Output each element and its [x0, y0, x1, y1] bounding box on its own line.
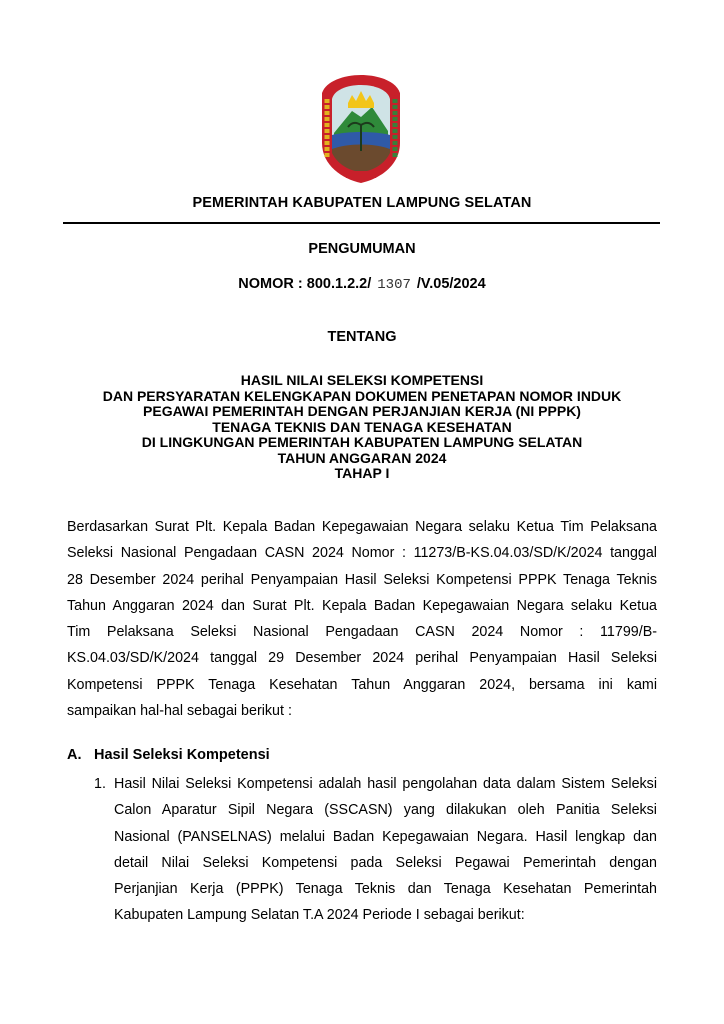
paragraph-line: KS.04.03/SD/K/2024 tanggal 29 Desember 2024 perihal Penyampaian Hasil Seleksi — [67, 650, 657, 667]
paragraph-line: Perjanjian Kerja (PPPK) Tenaga Teknis dan Tenaga Kesehatan Pemerintah — [114, 881, 657, 898]
announcement-type: PENGUMUMAN — [308, 241, 416, 257]
section-heading — [67, 747, 270, 763]
section-title: Hasil Seleksi Kompetensi — [94, 747, 270, 763]
paragraph-line: Kompetensi PPPK Tenaga Kesehatan Tahun Anggaran 2024, bersama ini kami — [67, 676, 657, 693]
paragraph-line: Nasional (PANSELNAS) melalui Badan Kepegawaian Negara. Hasil lengkap dan — [114, 828, 657, 845]
paragraph-line: 28 Desember 2024 perihal Penyampaian Hasil Seleksi Kompetensi PPPK Tenaga Teknis — [67, 571, 657, 588]
nomor-suffix: /V.05/2024 — [416, 276, 486, 292]
organization-name: PEMERINTAH KABUPATEN LAMPUNG SELATAN — [192, 195, 532, 211]
nomor-handwritten: 1307 — [377, 277, 411, 293]
title-line: TENAGA TEKNIS DAN TENAGA KESEHATAN — [212, 418, 512, 435]
section-letter: A. — [67, 747, 82, 763]
title-line: DAN PERSYARATAN KELENGKAPAN DOKUMEN PENETAPAN NOMOR INDUK — [102, 387, 622, 404]
intro-paragraph — [67, 514, 657, 724]
title-line: HASIL NILAI SELEKSI KOMPETENSI — [240, 372, 484, 388]
paragraph-line: Hasil Nilai Seleksi Kompetensi adalah hasil pengolahan data dalam Sistem Seleksi — [114, 776, 657, 792]
paragraph-line: Seleksi Nasional Pengadaan CASN 2024 Nomor : 11273/B-KS.04.03/SD/K/2024 tanggal — [67, 545, 657, 562]
paragraph-line: detail Nilai Seleksi Kompetensi pada Seleksi Pegawai Pemerintah dengan — [114, 854, 657, 871]
paragraph-line: Tahun Anggaran 2024 dan Surat Plt. Kepala Badan Kepegawaian Negara selaku Ketua — [67, 597, 657, 614]
paragraph-line: Berdasarkan Surat Plt. Kepala Badan Kepegawaian Negara selaku Ketua Tim Pelaksana — [67, 519, 657, 535]
title-line: PEGAWAI PEMERINTAH DENGAN PERJANJIAN KERJA (NI PPPK) — [143, 403, 581, 419]
paragraph-line: sampaikan hal-hal sebagai berikut : — [67, 703, 292, 720]
announcement-title — [0, 373, 724, 482]
nomor-prefix: NOMOR : 800.1.2.2/ — [238, 276, 372, 292]
list-item-number: 1. — [94, 776, 106, 792]
title-line: TAHUN ANGGARAN 2024 — [277, 449, 447, 466]
paragraph-line: Calon Aparatur Sipil Negara (SSCASN) yang dilakukan oleh Panitia Seleksi — [114, 802, 657, 819]
title-line: DI LINGKUNGAN PEMERINTAH KABUPATEN LAMPUNG SELATAN — [141, 434, 583, 450]
list-item — [94, 771, 657, 929]
tentang-label: TENTANG — [327, 329, 397, 345]
list-item-text — [114, 771, 657, 929]
letterhead-divider — [63, 222, 660, 224]
regency-emblem-icon — [318, 73, 404, 185]
paragraph-line: Kabupaten Lampung Selatan T.A 2024 Periode I sebagai berikut: — [114, 907, 525, 924]
announcement-number — [0, 276, 724, 293]
paragraph-line: Tim Pelaksana Seleksi Nasional Pengadaan CASN 2024 Nomor : 11799/B- — [67, 624, 657, 641]
title-line: TAHAP I — [334, 465, 390, 481]
